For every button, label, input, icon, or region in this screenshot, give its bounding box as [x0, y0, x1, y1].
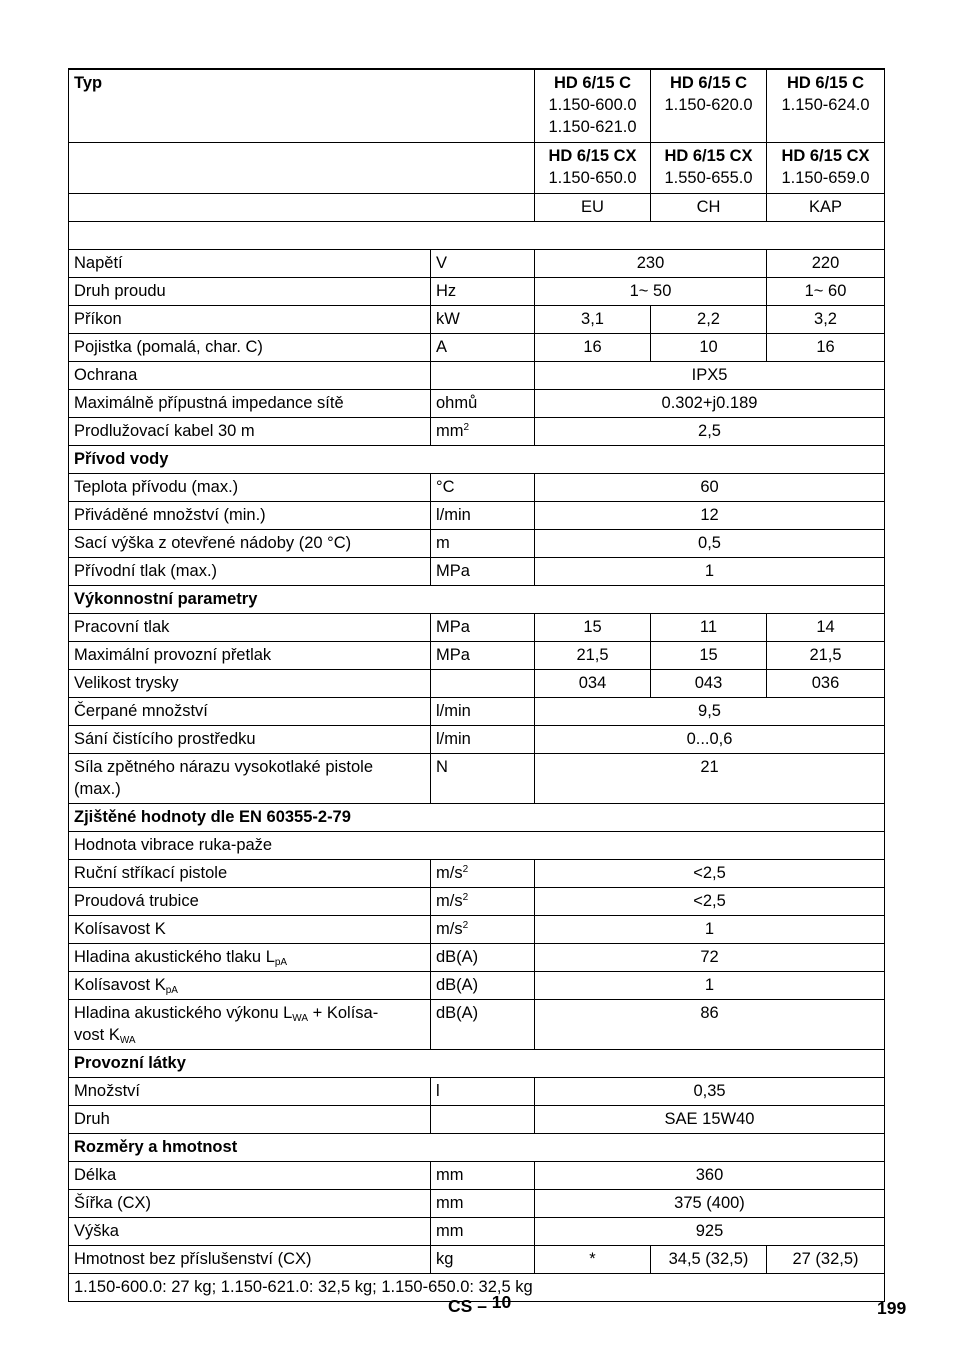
table-row: Hladina akustického výkonu $L_{WA}$ + Kolísa- vost $K_{WA}$ dB(A) 86 [69, 1000, 885, 1050]
region-cell: EU [535, 194, 651, 222]
table-row: Velikost trysky 034 043 036 [69, 670, 885, 698]
section-header: Zjištěné hodnoty dle EN 60355-2-79 [69, 804, 885, 832]
technical-data-table [68, 68, 885, 1302]
table-row: Přívodní tlak (max.) MPa 1 [69, 558, 885, 586]
model-cell: HD 6/15 C 1.150-624.0 [767, 69, 885, 143]
section-header: Provozní látky [69, 1050, 885, 1078]
section-header: Výkonnostní parametry [69, 586, 885, 614]
table-row: Teplota přívodu (max.) °C 60 [69, 474, 885, 502]
table-row: Hmotnost bez příslušenství (CX) kg * 34,5 (32,5) 27 (32,5) [69, 1246, 885, 1274]
table-row: Napětí V 230 220 [69, 250, 885, 278]
table-row: Pojistka (pomalá, char. C) A 16 10 16 [69, 334, 885, 362]
model-cell: HD 6/15 CX 1.150-659.0 [767, 143, 885, 194]
section-header: Rozměry a hmotnost [69, 1134, 885, 1162]
footer-section [448, 1292, 512, 1317]
spacer-row [69, 222, 885, 250]
model-cell: HD 6/15 C 1.150-620.0 [651, 69, 767, 143]
table-row: Čerpané množství l/min 9,5 [69, 698, 885, 726]
table-row: Šířka (CX) mm 375 (400) [69, 1190, 885, 1218]
section-header: Přívod vody [69, 446, 885, 474]
footer-lang: CS [448, 1296, 473, 1316]
table-row: Kolísavost K $m/s^2$ 1 [69, 916, 885, 944]
table-row: Délka mm 360 [69, 1162, 885, 1190]
table-row: Maximálně přípustná impedance sítě ohmů 0.302+j0.189 [69, 390, 885, 418]
table-row: Hladina akustického tlaku $L_{pA}$ dB(A) 72 [69, 944, 885, 972]
table-row: Výška mm 925 [69, 1218, 885, 1246]
table-row: Druh SAE 15W40 [69, 1106, 885, 1134]
region-cell: CH [651, 194, 767, 222]
type-label: Typ [69, 69, 535, 143]
table-row: Ochrana IPX5 [69, 362, 885, 390]
model-cell: HD 6/15 CX 1.550-655.0 [651, 143, 767, 194]
region-cell: KAP [767, 194, 885, 222]
model-row-1 [69, 69, 885, 143]
table-row: Ruční stříkací pistole $m/s^2$ <2,5 [69, 860, 885, 888]
table-row: Příkon kW 3,1 2,2 3,2 [69, 306, 885, 334]
table-row: Síla zpětného nárazu vysokotlaké pistole (max.) N 21 [69, 754, 885, 804]
footer-dash: – [477, 1296, 487, 1316]
table-row: Sání čistícího prostředku l/min 0...0,6 [69, 726, 885, 754]
model-row-2 [69, 143, 885, 194]
table-row: Kolísavost $K_{pA}$ dB(A) 1 [69, 972, 885, 1000]
table-row: Množství l 0,35 [69, 1078, 885, 1106]
table-row: Maximální provozní přetlak MPa 21,5 15 21,5 [69, 642, 885, 670]
page-number: 199 [877, 1298, 907, 1318]
region-row [69, 194, 885, 222]
table-row: Sací výška z otevřené nádoby (20 °C) m 0,5 [69, 530, 885, 558]
weight-note-row: 1.150-600.0: 27 kg; 1.150-621.0: 32,5 kg; 1.150-650.0: 32,5 kg [69, 1274, 885, 1302]
table-row: Proudová trubice $m/s^2$ <2,5 [69, 888, 885, 916]
table-row: Druh proudu Hz 1~ 50 1~ 60 [69, 278, 885, 306]
model-cell: HD 6/15 CX 1.150-650.0 [535, 143, 651, 194]
table-row: Přiváděné množství (min.) l/min 12 [69, 502, 885, 530]
table-row: Hodnota vibrace ruka-paže [69, 832, 885, 860]
table-row: Prodlužovací kabel 30 m $mm^2$ 2,5 [69, 418, 885, 446]
model-cell: HD 6/15 C 1.150-600.0 1.150-621.0 [535, 69, 651, 143]
footer-section-page: 10 [491, 1292, 512, 1312]
table-row: Pracovní tlak MPa 15 11 14 [69, 614, 885, 642]
